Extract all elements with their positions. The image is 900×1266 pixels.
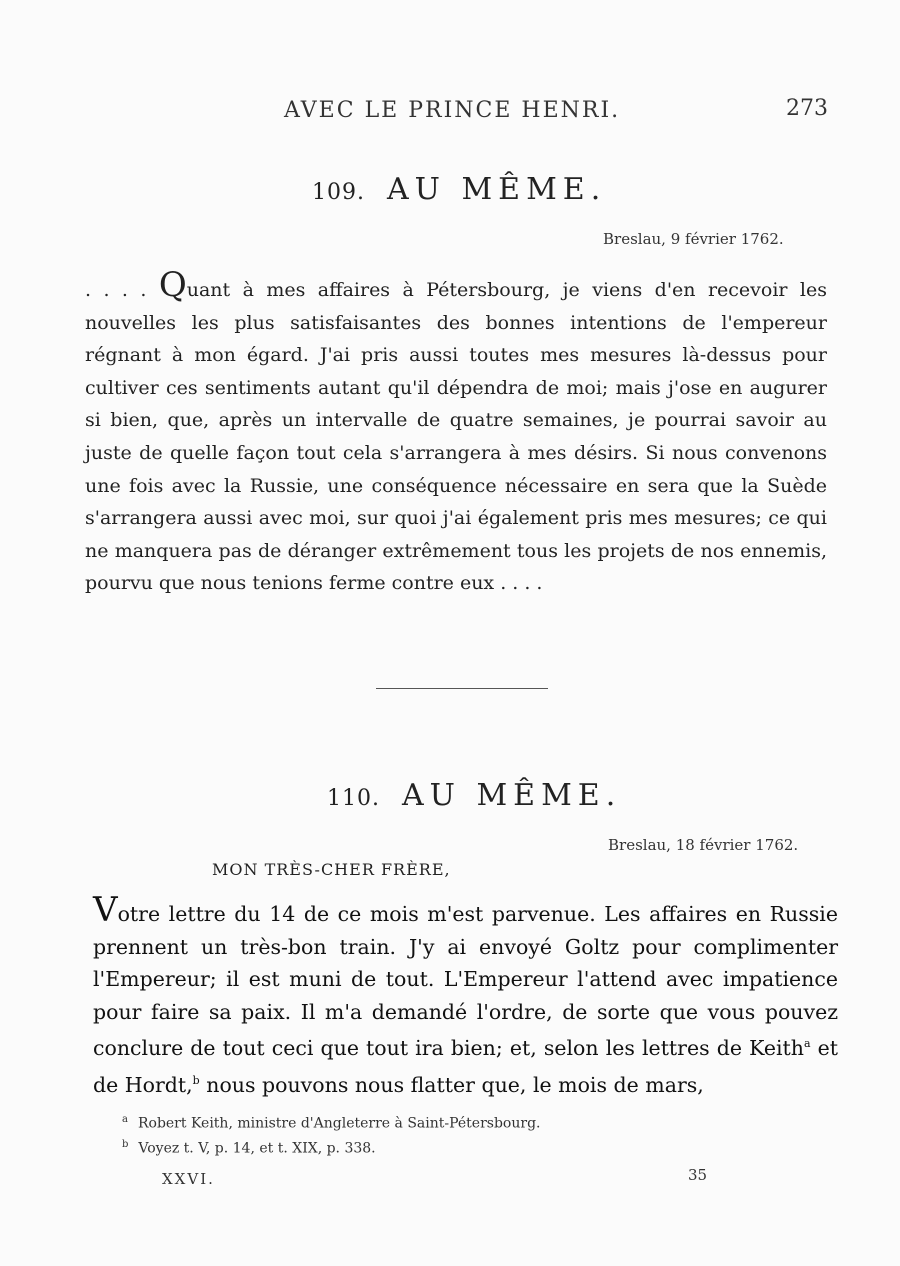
signature-mark: 35: [688, 1166, 708, 1184]
letter-110-number: 110.: [327, 786, 380, 811]
letter-109-text: uant à mes affaires à Pétersbourg, je viens d'en recevoir les nouvelles les plus satisfaisantes des bonnes intentions de l'empereur régnant à mon égard. J'ai pris aussi toutes mes mesures là-dessus pour cultiver ces sentiments autant qu'il dépendra de moi; mais j'ose en augurer si bien, que, après un intervalle de quatre semaines, je pourrai savoir au juste de quelle façon tout cela s'arrangera à mes désirs. Si nous convenons une fois avec la Russie, une conséquence nécessaire en sera que la Suède s'arrangera aussi avec moi, sur quoi j'ai également pris mes mesures; ce qui ne manquera pas de déranger extrêmement tous les projets de nos ennemis, pourvu que nous tenions ferme contre eux . . . .: [85, 279, 827, 595]
letter-110-dropcap: V: [93, 890, 118, 930]
letter-109-body: [85, 265, 827, 600]
footnote-a: [122, 1114, 540, 1132]
letter-110-title: AU MÊME.: [401, 778, 622, 813]
letter-110-body: [93, 890, 838, 1101]
footnote-ref-b[interactable]: b: [192, 1073, 200, 1087]
letter-110-text-3: nous pouvons nous flatter que, le mois de mars,: [199, 1072, 704, 1097]
letter-109-number: 109.: [312, 180, 365, 205]
letter-110-text-1: otre lettre du 14 de ce mois m'est parvenue. Les affaires en Russie prennent un très-bon train. J'y ai envoyé Goltz pour complimenter l'Empereur; il est muni de tout. L'Empereur l'attend avec impatience pour faire sa paix. Il m'a demandé l'ordre, de sorte que vous pouvez conclure de tout ceci que tout ira bien; et, selon les lettres de Keith: [93, 902, 838, 1061]
letter-109-ellipsis: . . . .: [85, 279, 159, 301]
letter-109-heading: [312, 172, 606, 207]
page-number: 273: [786, 96, 828, 121]
running-head: AVEC LE PRINCE HENRI.: [284, 98, 621, 123]
footnote-b: [122, 1139, 376, 1157]
letter-109-dateline: Breslau, 9 février 1762.: [603, 230, 784, 248]
letter-110-text-2: et de Hordt,: [93, 1036, 838, 1097]
footnote-ref-a[interactable]: a: [803, 1037, 811, 1051]
letter-110-heading: [327, 778, 621, 813]
letter-109-title: AU MÊME.: [386, 172, 607, 207]
footnote-a-text: Robert Keith, ministre d'Angleterre à Saint-Pétersbourg.: [137, 1115, 541, 1132]
letter-110-dateline: Breslau, 18 février 1762.: [608, 836, 799, 854]
section-divider: [376, 688, 548, 689]
footnote-a-mark: a: [122, 1114, 128, 1125]
letter-110-salutation: MON TRÈS-CHER FRÈRE,: [212, 860, 451, 879]
letter-109-dropcap: Q: [158, 265, 187, 305]
footnote-b-text: Voyez t. V, p. 14, et t. XIX, p. 338.: [138, 1140, 376, 1157]
footnote-b-mark: b: [122, 1139, 129, 1150]
volume-mark: XXVI.: [162, 1170, 215, 1188]
